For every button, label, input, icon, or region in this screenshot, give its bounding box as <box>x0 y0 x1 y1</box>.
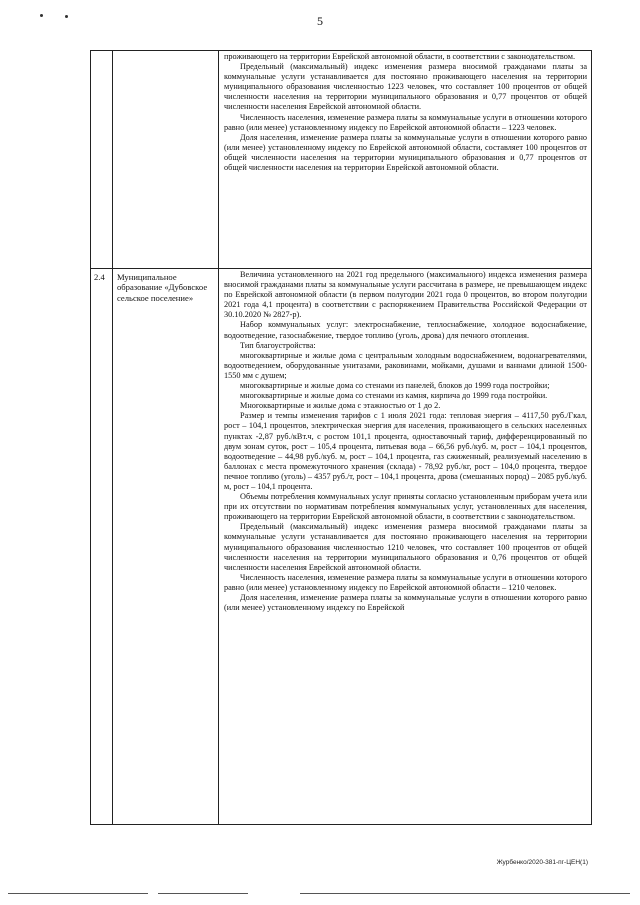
paragraph: Объемы потребления коммунальных услуг приняты согласно установленным приборам учета или при их отсутствии по нормативам потребления коммунальных услуг, установленных для населения, проживающего на территории Еврейской автономной области, в соответствии с законодательством. <box>224 492 587 522</box>
paragraph: многоквартирные и жилые дома с центральным холодным водоснабжением, водонагревателями, водоотведением, оборудованные унитазами, раковинами, мойками, душами и ваннами длиной 1500-1550 мм с душем; <box>224 350 587 380</box>
paragraph: многоквартирные и жилые дома со стенами из панелей, блоков до 1999 года постройки; <box>240 381 550 391</box>
scan-edge-line <box>8 893 148 894</box>
paragraph: Доля населения, изменение размера платы за коммунальные услуги в отношении которого равно (или менее) установленному индексу по Еврейской автономной области, составляет 100 процентов от общей численности населения на территории муниципального образования и 0,77 процентов от общей численности населения на территории Еврейской автономной области. <box>224 132 587 173</box>
municipality-cell: Муниципальное образование «Дубовское сельское поселение» <box>113 269 219 825</box>
scan-edge-line <box>300 893 630 894</box>
description-cell <box>219 51 592 269</box>
paragraph: Численность населения, изменение размера платы за коммунальные услуги в отношении которого равно (или менее) установленному индексу по Еврейской автономной области – 1210 человек. <box>224 572 587 592</box>
scan-edge-line <box>158 893 248 894</box>
paragraph: Набор коммунальных услуг: электроснабжение, теплоснабжение, холодное водоснабжение, водоотведение, газоснабжение, твердое топливо (уголь, дрова) для печного отопления. <box>224 320 587 340</box>
row-number-cell: 2.4 <box>91 269 113 825</box>
municipality-cell <box>113 51 219 269</box>
paragraph: проживающего на территории Еврейской автономной области, в соответствии с законодательством. <box>224 52 576 61</box>
paragraph: Доля населения, изменение размера платы за коммунальные услуги в отношении которого равно (или менее) установленному индексу по Еврейской <box>224 593 587 613</box>
paragraph: Предельный (максимальный) индекс изменения размера вносимой гражданами платы за коммунальные услуги устанавливается для постоянно проживающего населения на территории муниципального образования численностью 1223 человек, что составляет 100 процентов от общей численности населения на территории муниципального образования и 0,77 процентов от общей численности населения Еврейской автономной области. <box>224 62 587 112</box>
index-table <box>90 50 592 825</box>
page-number: 5 <box>317 14 323 28</box>
description-cell <box>219 269 592 825</box>
document-code: Журбенко/2020-381-пг-ЦЕН(1) <box>496 859 588 866</box>
paragraph: Предельный (максимальный) индекс изменения размера вносимой гражданами платы за коммунальные услуги устанавливается для постоянно проживающего населения на территории муниципального образования численностью 1210 человек, что составляет 100 процентов от общей численности населения на территории муниципального образования и 0,76 процентов от общей численности населения Еврейской автономной области. <box>224 522 587 572</box>
paragraph: многоквартирные и жилые дома со стенами из камня, кирпича до 1999 года постройки. <box>240 391 548 401</box>
paragraph: Многоквартирные и жилые дома с этажностью от 1 до 2. <box>240 401 441 411</box>
paragraph: Тип благоустройства: <box>240 340 316 350</box>
paragraph: Численность населения, изменение размера платы за коммунальные услуги в отношении которого равно (или менее) установленному индексу по Еврейской автономной области – 1223 человек. <box>224 112 587 132</box>
paragraph: Размер и темпы изменения тарифов с 1 июля 2021 года: тепловая энергия – 4117,50 руб./Гкал, рост – 104,1 процентов, электрическая энергия для населения, проживающего в сельских населенных пунктах -2,87 руб./кВт.ч, с ростом 101,1 процента, одноставочный тариф, дифференцированный по двум зонам суток, рост – 105,4 процента, питьевая вода – 66,56 руб./куб. м, рост – 104,1 процентов, водоотведение – 44,98 руб./куб. м, рост – 104,1 процента, газ сжиженный, реализуемый населению в баллонах с места промежуточного хранения (склада) - 78,92 руб./кг, рост – 104,0 процента, твердое печное топливо (уголь) – 4357 руб./т, рост – 104,1 процента, дрова (смешанных пород) – 2085 руб./куб. м, рост – 104,1 процента. <box>224 411 587 491</box>
row-number-cell <box>91 51 113 269</box>
paragraph: Величина установленного на 2021 год предельного (максимального) индекса изменения размера вносимой гражданами платы за коммунальные услуги рассчитана в размере, не превышающем индекс по Еврейской автономной области (в первом полугодии 2021 года 0 процентов, во втором полугодии 2021 года 4,1 процента) в соответствии с распоряжением Правительства Российской Федерации от 30.10.2020 № 2827-р). <box>224 270 587 320</box>
table-row-continuation <box>91 51 592 269</box>
table-row-2-4 <box>91 269 592 825</box>
